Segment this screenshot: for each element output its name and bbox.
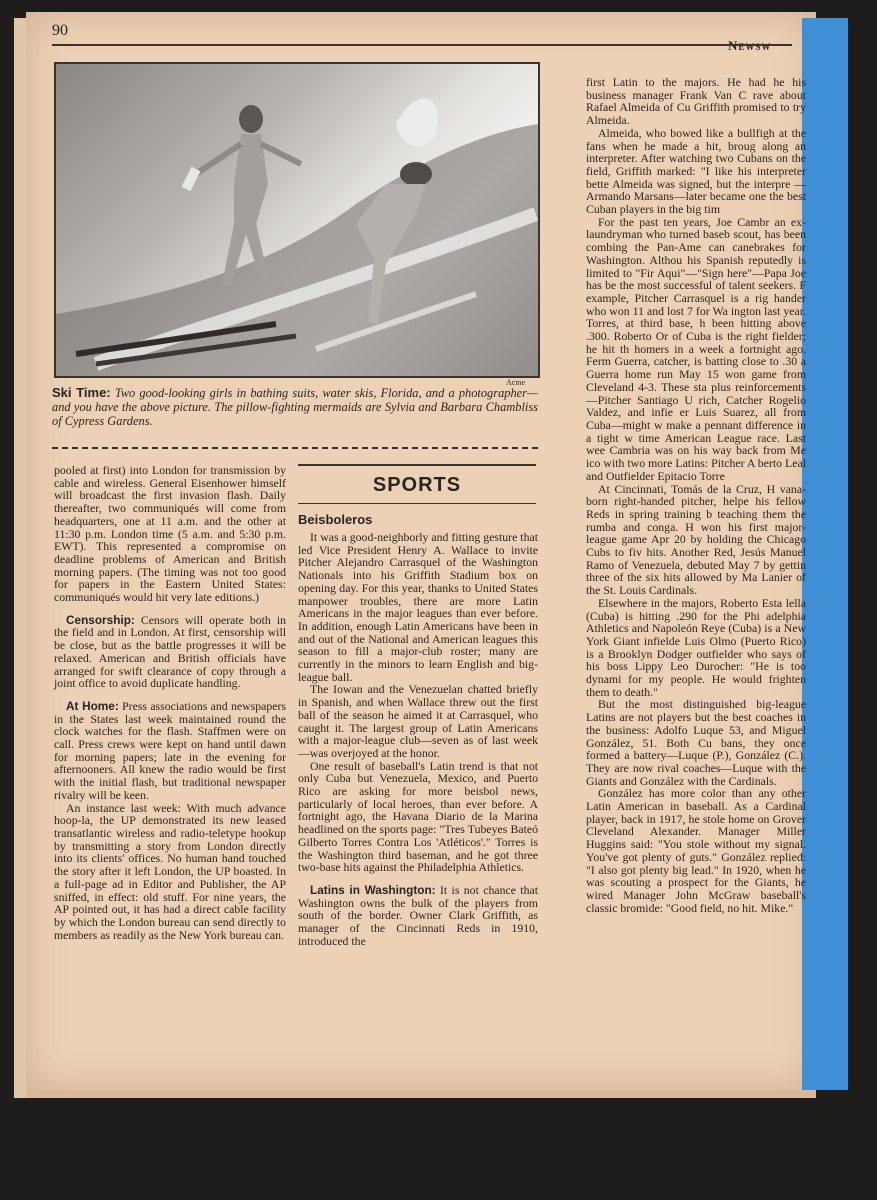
right-paragraph-5: Elsewhere in the majors, Roberto Esta lella (Cuba) is hitting .290 for the Phi adelphia Athletics and Napoleón Reye (Cuba) is a New York Giant infielde Luis Olmo (Puerto Rico) is a Brooklyn Dodger outfielder who says of his boss Lippy Leo Durocher: "He is too dynami for my people. He would frighten them to death." (586, 595, 806, 699)
sports-paragraph-2: The Iowan and the Venezuelan chatted briefly in Spanish, and when Wallace threw out the first ball of the season he aimed it at Carrasquel, who caught it. The largest group of Latin Americans with a major-league club—seven as of last week—was overjoyed at the honor. (298, 682, 538, 760)
latins-head: Latins in Washington: (310, 882, 436, 897)
censorship-head: Censorship: (66, 612, 135, 627)
beisboleros-headline: Beisboleros (298, 512, 373, 527)
latins-text: It is not chance that Washington owns the bulk of the players from south of the border. Owner Clark Griffith, as manager of the Cincinnati Reds in 1910, introduced the (298, 882, 538, 948)
left-paragraph-at-home (54, 700, 286, 802)
sports-column (298, 531, 538, 948)
caption-text: Two good-looking girls in bathing suits, water skis, Florida, and a photographer—and you have the above picture. The pillow-fighting mermaids are Sylvia and Barbara Chambliss of Cypress Gardens. (52, 386, 539, 428)
right-paragraph-2: Almeida, who bowed like a bullfigh at the fans when he made a hit, broug along an interpreter. After watching two Cubans on the field, Griffith marked: "I like his interpreter bette Almeida was signed, but the interpre —Armando Marsans—later became one the best Cuban players in the big tim (586, 125, 806, 217)
sports-title: SPORTS (372, 474, 462, 496)
sports-section-header (298, 464, 536, 504)
left-column (54, 464, 286, 941)
right-paragraph-3: For the past ten years, Joe Cambr an ex-laundryman who turned baseb scout, has been combing the Pan-Ame can canebrakes for Washington. Althou his Spanish reputedly is limited to "Fir Aqui"—"Sign here"—Papa Joe has be the most successful of talent seekers. F example, Pitcher Carrasquel is a rig hander who won 11 and lost 7 for Wa ington last year. Torres, at third base, h been hitting above .300. Roberto Or of Cuba is the right fielder; he hit th homers in a week a fortnight ago. Ferm Guerra, catcher, is batting close to .30 a Guerra home run May 15 won game from Cleveland 4-3. These sta plus reinforcements—Pitcher Santiago U rich, Catcher Rogelio Valdez, and infie er Luis Suarez, all from Cuba—might w make a pennant difference in a tight w time American League race. Last wee Cambria was on his way back from Me ico with two more Latins: Pitcher A berto Leal and Outfielder Epitacio Torre (586, 214, 806, 483)
page-number: 90 (52, 22, 68, 39)
sports-bottom-rule (298, 503, 536, 504)
dashed-separator (52, 447, 538, 449)
sports-paragraph-3: One result of baseball's Latin trend is that not only Cuba but Venezuela, Mexico, and Puerto Rico are asking for more beisbol news, particularly of local heroes, than ever before. A fortnight ago, the Havana Diario de la Marina headlined on the sports page: "Tres Tubeyes Bateó Gilberto Torres Contra Los 'Atléticos'." Torres is the Washington third baseman, and he got three two-base hits against the Philadelphia Athletics. (298, 758, 538, 875)
censorship-text: Censors will operate both in the field and in London. At first, censorship will be close, but as the battle progresses it will be relaxed. American and British officials have arranged for swift clearance of copy through a joint office to avoid duplicate handling. (54, 612, 286, 691)
at-home-head: At Home: (66, 698, 119, 713)
sports-paragraph-latins (298, 884, 538, 948)
header-rule (52, 44, 792, 46)
left-paragraph-censorship (54, 614, 286, 690)
right-paragraph-6: But the most distinguished big-league Latins are not players but the best coaches in the business: Adolfo Luque 53, and Miguel González, 51. Both Cu bans, they once formed a battery—Luque (P.), González (C.). They are now rival coaches—Luque with the Giants and González with the Cardinals. (586, 697, 806, 788)
page-bottom-edge (26, 1090, 816, 1098)
magazine-name (728, 38, 771, 54)
caption-title: Ski Time: (52, 385, 111, 400)
left-paragraph-4: An instance last week: With much advance hoop-la, the UP demonstrated its new leased transatlantic wireless and radio-teletype hookup by transmitting a story from London directly into its clients' offices. No human hand touched the story after it left London, the UP boasted. In a full-page ad in Editor and Publisher, the AP sniffed, in effect: old stuff. For nine years, the AP pointed out, it has had a direct cable facility by which the London bureau can send directly to members as readily as the New York bureau can. (54, 800, 286, 942)
ski-photo (54, 62, 540, 378)
right-paragraph-1: first Latin to the majors. He had he his business manager Frank Van C rave about Rafael Almeida of Cu Griffith promised to try Almeida. (586, 76, 806, 128)
sports-paragraph-1: It was a good-neighborly and fitting gesture that led Vice President Henry A. Wallace to invite Pitcher Alejandro Carrasquel of the Washington Nationals into his Griffith Stadium box on opening day. For this year, thanks to United States manpower troubles, there are more Latin Americans in the major leagues than ever before. In addition, enough Latin Americans have been in and out of the National and American leagues this season to fill a major-club roster; many are currently in the minors to learn English and big-league ball. (298, 530, 538, 684)
left-paragraph-1: pooled at first) into London for transmission by cable and wireless. General Eisenhower himself will broadcast the first invasion flash. Daily thereafter, two communiqués will come from headquarters, one at 11 a.m. and the other at 11:30 p.m. London time (5 a.m. and 5:30 p.m. EWT). This represented a compromise on deadline problems of American and British morning papers. (The timing was not too good for papers in the Eastern United States: communiqués would hit very late editions.) (54, 463, 286, 605)
right-column (586, 76, 806, 1086)
photo-caption (52, 386, 538, 428)
at-home-text: Press associations and newspapers in the States last week maintained round the clock watches for the flash. Staffmen were on call. Press crews were kept on hand until dawn for morning papers; late in the evening for afternooners. All knew the radio would be first with the initial flash, but traditional newspaper rivalry will be keen. (54, 698, 286, 802)
photo-credit: Acme (506, 378, 526, 387)
ski-photo-illustration (56, 64, 538, 376)
blue-binder-tab (802, 18, 848, 1090)
right-paragraph-4: At Cincinnati, Tomás de la Cruz, H vana-born right-handed pitcher, helpe his fellow Reds in spring training b teaching them the rumba and conga. H won his first major-league game Apr 20 by holding the Chicago Cubs to fiv hits. Another Red, Jesús Manuel Ramo of Venezuela, debuted May 7 by gettin three of the six hits allowed by Ma Lanier of the St. Louis Cardinals. (586, 481, 806, 598)
right-paragraph-7: González has more color than any other Latin American in baseball. As a Cardinal player, back in 1917, he stole home on Grover Cleveland Alexander. Manager Miller Huggins said: "You stole without my signal. You've got plenty of guts." González replied: "I also got plenty big lead." In 1920, when he was scouting a prospect for the Giants, he wired Manager John McGraw baseball's classic bromide: "Good field, no hit. Mike." (586, 786, 806, 915)
